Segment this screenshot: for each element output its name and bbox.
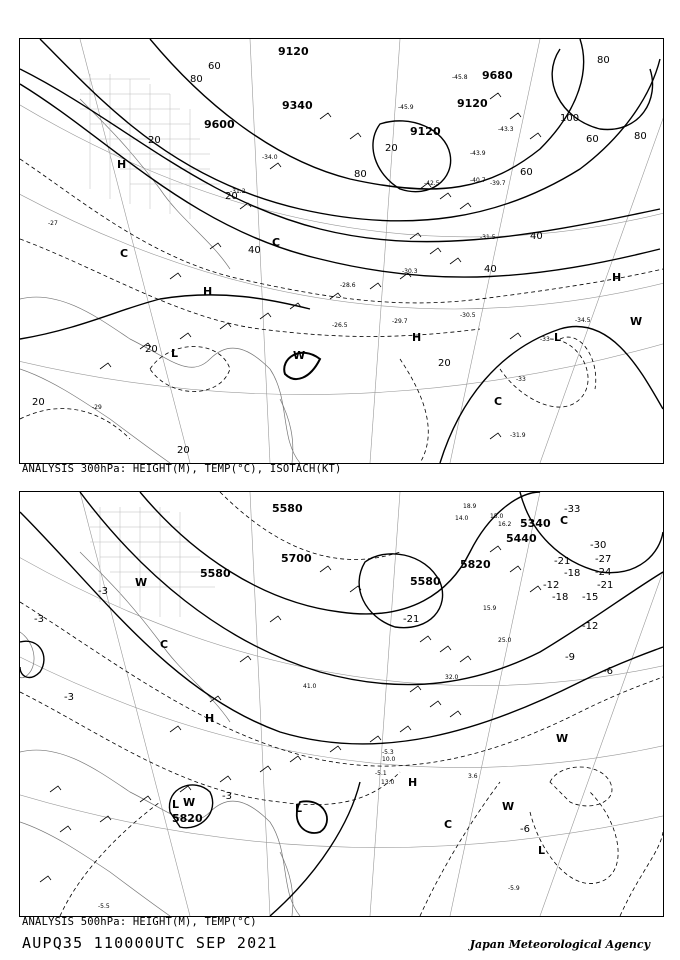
isotach-label: 20 [145,344,158,355]
temp-label: -21 [597,580,614,591]
temp-label: -5.9 [508,885,520,892]
temp-label: -6 [520,824,530,835]
isotach-label: 40 [484,264,497,275]
height-label: 5580 [410,575,441,588]
temp-label: -30.5 [460,312,476,319]
temp-label: -12 [582,621,599,632]
system-marker: H [205,712,215,725]
temp-label: -3 [34,614,44,625]
temp-label: -12 [543,580,560,591]
temp-label: -43.3 [498,126,514,133]
system-marker: H [203,285,213,298]
temp-label: -5.3 [382,749,394,756]
system-marker: L [538,844,546,857]
isotach-label: 80 [597,55,610,66]
system-marker: C [160,638,169,651]
map-500hpa-chart [20,492,663,916]
obs-label: 18.9 [463,503,477,510]
observation-labels [303,503,512,786]
system-marker: H [117,158,127,171]
wind-barbs [40,546,541,882]
temp-label: -15 [582,592,599,603]
isotach-label: 60 [208,61,221,72]
temp-label: -33 [540,336,550,343]
temp-label: -42.5 [424,180,440,187]
height-label: 5820 [172,812,203,825]
temp-label: -9 [565,652,575,663]
temp-label: -31.5 [480,234,496,241]
map-300hpa-chart [20,39,663,463]
isotach-label: 20 [32,397,45,408]
temp-label: -30.3 [402,268,418,275]
isotach-label: 20 [438,358,451,369]
caption-300hpa: ANALYSIS 300hPa: HEIGHT(M), TEMP(°C), ISOTACH(KT) [22,463,342,475]
obs-label: 14.0 [455,515,469,522]
system-marker: H [612,271,622,284]
system-marker: L [554,331,562,344]
temp-label: -18 [552,592,569,603]
isotach-label: 80 [354,169,367,180]
obs-label: 16.2 [498,521,512,528]
jet-hatching [80,74,220,219]
temp-label: -29 [92,404,102,411]
isotach-label: 100 [560,113,580,124]
temp-label: -34.0 [262,154,278,161]
wind-barbs [100,93,541,439]
isotach-label: 20 [225,191,238,202]
system-marker: W [630,315,643,328]
height-label: 9120 [278,45,309,58]
height-label: 9680 [482,69,513,82]
temp-label: -3 [64,692,74,703]
height-label: 9120 [457,97,488,110]
system-marker: C [560,514,569,527]
temp-label: -31.2 [230,188,246,195]
system-marker: C [272,236,281,249]
temp-label: -31.9 [510,432,526,439]
height-label: 9340 [282,99,313,112]
system-marker: H [412,331,422,344]
system-marker: W [183,796,196,809]
isotach-label: 20 [177,445,190,456]
system-marker: C [494,395,503,408]
obs-label: 13.0 [381,779,395,786]
isotach-label: 20 [385,143,398,154]
temp-label: -6 [603,666,613,677]
system-marker: W [502,800,515,813]
height-label: 5580 [272,502,303,515]
height-contours [20,39,663,463]
temp-label: -45.9 [398,104,414,111]
temperature-labels [48,74,591,439]
obs-label: 15.0 [490,513,504,520]
caption-500hpa: ANALYSIS 500hPa: HEIGHT(M), TEMP(°C) [22,916,257,928]
obs-label: 3.6 [468,773,478,780]
height-label: 5700 [281,552,312,565]
temp-label: -27 [595,554,612,565]
temp-label: -29.7 [392,318,408,325]
map-500hpa [19,491,664,917]
system-marker: C [444,818,453,831]
isotach-label: 60 [520,167,533,178]
temp-label: -39.7 [490,180,506,187]
temp-label: -28.6 [340,282,356,289]
temp-label: -26.5 [332,322,348,329]
system-marker: W [293,349,306,362]
isotach-label: 20 [148,135,161,146]
isotach-label: 80 [190,74,203,85]
temp-label: -45.8 [452,74,468,81]
temp-label: -5.1 [375,770,387,777]
temp-label: -33 [564,504,581,515]
system-marker: L [171,347,179,360]
isotach-label: 80 [634,131,647,142]
temp-label: -30 [590,540,607,551]
temp-label: -3 [222,791,232,802]
temp-label: -21 [554,556,571,567]
system-marker: W [556,732,569,745]
height-label: 9600 [204,118,235,131]
height-label: 5580 [200,567,231,580]
temp-label: -3 [98,586,108,597]
temp-label: -21 [403,614,420,625]
height-label: 5820 [460,558,491,571]
system-marker: H [408,776,418,789]
temp-label: -43.9 [470,150,486,157]
temp-label: -18 [564,568,581,579]
temp-label: -40.7 [470,177,486,184]
temp-label: -27 [48,220,58,227]
obs-label: 10.0 [382,756,396,763]
isotach-label: 60 [586,134,599,145]
bulletin-header: AUPQ35 110000UTC SEP 2021 [22,934,278,952]
obs-label: 25.0 [498,637,512,644]
height-label: 9120 [410,125,441,138]
isotach-label: 40 [530,231,543,242]
obs-label: 32.0 [445,674,459,681]
obs-label: 15.9 [483,605,497,612]
height-label: 5340 [520,517,551,530]
temp-label: -24 [595,567,612,578]
height-label: 5440 [506,532,537,545]
hatching [90,507,215,617]
system-marker: L [295,802,303,815]
temp-label: -5.5 [98,903,110,910]
height-labels [204,45,513,138]
temp-label: -33 [516,376,526,383]
system-marker: L [172,798,180,811]
system-marker: C [120,247,129,260]
graticule [20,39,663,463]
map-300hpa [19,38,664,464]
agency-credit: Japan Meteorological Agency [469,938,650,951]
isotach-contours [20,159,663,463]
pressure-systems [117,158,642,408]
obs-label: 41.0 [303,683,317,690]
temp-label: -34.5 [575,317,591,324]
isotach-label: 40 [248,245,261,256]
system-marker: W [135,576,148,589]
